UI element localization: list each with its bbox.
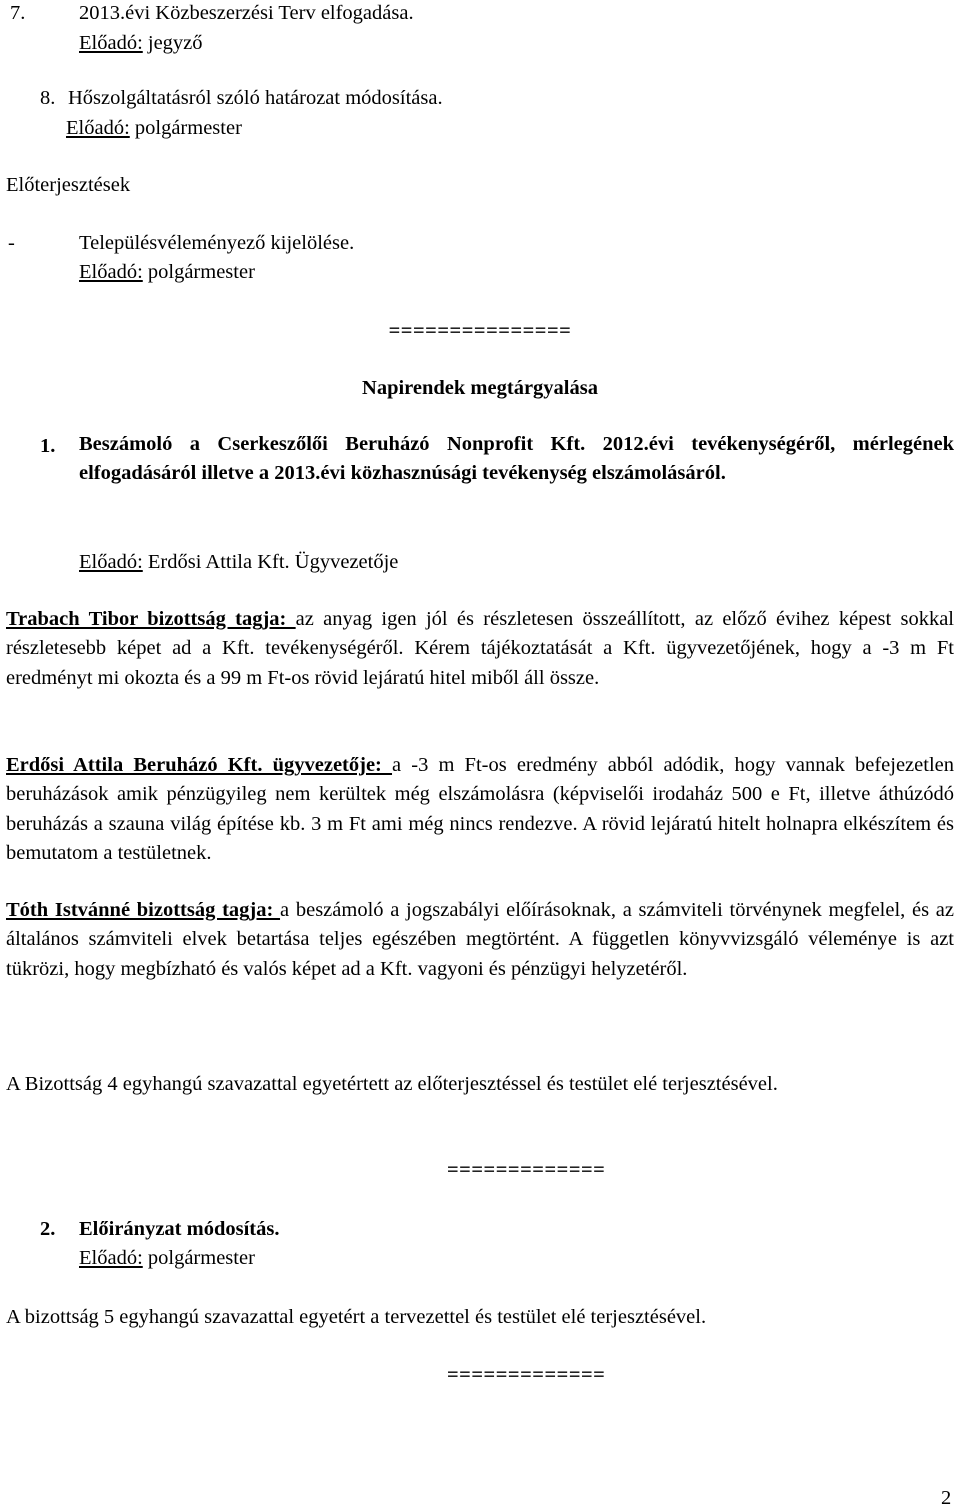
separator: ============= xyxy=(447,1364,606,1386)
speaker-name: Trabach Tibor bizottság tagja: xyxy=(6,608,296,630)
comment-text: a beszámoló a jogszabályi előírásoknak, a számviteli törvénynek megfelel, és az általános számviteli elvek betartása teljes egészében megtörtént. A független könyvvizsgáló véleménye is azt tükrözi, hogy megbízható és valós képet ad a Kft. vagyoni és pénzügyi helyzetéről. xyxy=(6,899,954,980)
presenter-name: polgármester xyxy=(142,261,255,283)
agenda-item-7-presenter xyxy=(79,30,203,56)
section-heading: Napirendek megtárgyalása xyxy=(362,377,598,399)
comment-text: a -3 m Ft-os eredmény abból adódik, hogy vannak befejezetlen beruházások amik pénzügyileg nem kerültek még elszámolásra (képviselői irodaház 500 e Ft, illetve áthúzódó beruházás a szauna világ építése kb. 3 m Ft ami még nincs rendezve. A rövid lejáratú hitelt holnapra elkészítem és bemutatom a testületnek. xyxy=(6,754,954,864)
comment-erdosi xyxy=(6,751,954,868)
presenter-label: Előadó: xyxy=(66,117,130,139)
separator: =============== xyxy=(388,320,572,342)
comment-text: az anyag igen jól és részletesen összeállított, az előző évihez képest sokkal részletesebb képet ad a Kft. tevékenységéről. Kérem tájékoztatását a Kft. ügyvezetőjének, hogy a -3 m Ft eredményt mi okozta és a 99 m Ft-os rövid lejáratú hitel miből áll össze. xyxy=(6,608,955,689)
comment-toth xyxy=(6,896,954,984)
agenda-item-8-title: Hőszolgáltatásról szóló határozat módosítása. xyxy=(68,87,443,109)
presenter-name: polgármester xyxy=(129,117,242,139)
presenter-label: Előadó: xyxy=(79,32,143,54)
separator: ============= xyxy=(447,1159,606,1181)
page-number: 2 xyxy=(941,1487,952,1509)
agenda-item-8-number: 8. xyxy=(40,87,56,109)
speaker-name: Tóth Istvánné bizottság tagja: xyxy=(6,899,281,921)
presenter-label: Előadó: xyxy=(79,261,143,283)
decision-2: A bizottság 5 egyhangú szavazattal egyetért a tervezettel és testület elé terjesztésével. xyxy=(6,1306,707,1328)
discussion-2-presenter xyxy=(79,1245,255,1271)
agenda-item-7-title: 2013.évi Közbeszerzési Terv elfogadása. xyxy=(79,2,414,24)
presenter-name: Erdősi Attila Kft. Ügyvezetője xyxy=(142,551,399,573)
discussion-2-number: 2. xyxy=(40,1218,56,1240)
discussion-1-presenter xyxy=(79,549,398,575)
decision-1: A Bizottság 4 egyhangú szavazattal egyetértett az előterjesztéssel és testület elé terjesztésével. xyxy=(6,1073,778,1095)
comment-trabach xyxy=(6,605,954,693)
preliminary-bullet: - xyxy=(8,232,15,254)
presenter-name: polgármester xyxy=(142,1247,255,1269)
preliminary-item-title: Településvéleményező kijelölése. xyxy=(79,232,355,254)
preliminary-heading: Előterjesztések xyxy=(6,174,131,196)
presenter-label: Előadó: xyxy=(79,1247,143,1269)
presenter-label: Előadó: xyxy=(79,551,143,573)
discussion-1-title: Beszámoló a Cserkeszőlői Beruházó Nonprofit Kft. 2012.évi tevékenységéről, mérlegének elfogadásáról illetve a 2013.évi közhasznúsági tevékenység elszámolásáról. xyxy=(79,433,954,485)
speaker-name: Erdősi Attila Beruházó Kft. ügyvezetője: xyxy=(6,754,393,776)
preliminary-item-presenter xyxy=(79,259,255,285)
discussion-2-title: Előirányzat módosítás. xyxy=(79,1218,280,1240)
discussion-1-number: 1. xyxy=(40,435,56,457)
agenda-item-8-presenter xyxy=(66,115,242,141)
presenter-name: jegyző xyxy=(142,32,203,54)
agenda-item-7-number: 7. xyxy=(10,2,26,24)
